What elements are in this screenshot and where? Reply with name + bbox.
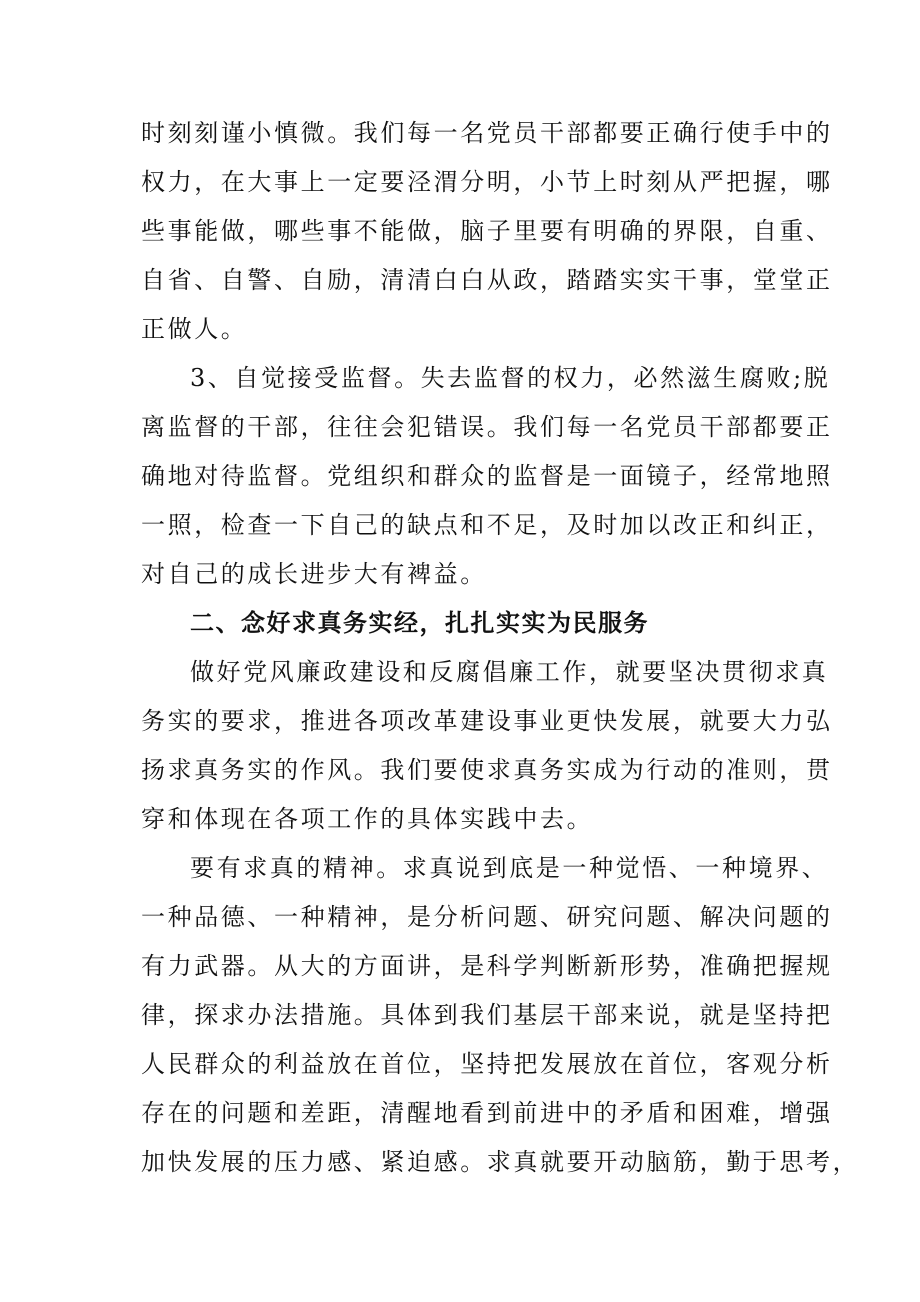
paragraph-line: 些事能做，哪些事不能做，脑子里要有明确的界限，自重、 (141, 217, 833, 245)
paragraph-line: 人民群众的利益放在首位，坚持把发展放在首位，客观分析 (141, 1050, 833, 1078)
section-heading: 二、念好求真务实经，扎扎实实为民服务 (190, 609, 649, 637)
paragraph-line: 要有求真的精神。求真说到底是一种觉悟、一种境界、 (190, 854, 829, 882)
paragraph-line: 存在的问题和差距，清醒地看到前进中的矛盾和困难，增强 (141, 1099, 833, 1127)
paragraph-line: 对自己的成长进步大有裨益。 (141, 560, 487, 588)
paragraph-line: 做好党风廉政建设和反腐倡廉工作，就要坚决贯彻求真 (190, 658, 829, 686)
paragraph-line: 自省、自警、自励，清清白白从政，踏踏实实干事，堂堂正 (141, 266, 833, 294)
paragraph-line: 3、自觉接受监督。失去监督的权力，必然滋生腐败;脱 (190, 364, 831, 392)
paragraph-line: 一照，检查一下自己的缺点和不足，及时加以改正和纠正， (141, 511, 833, 539)
paragraph-line: 正做人。 (141, 315, 248, 343)
paragraph-line: 权力，在大事上一定要泾渭分明，小节上时刻从严把握，哪 (141, 168, 833, 196)
paragraph-line: 一种品德、一种精神，是分析问题、研究问题、解决问题的 (141, 903, 833, 931)
paragraph-line: 离监督的干部，往往会犯错误。我们每一名党员干部都要正 (141, 413, 833, 441)
paragraph-line: 加快发展的压力感、紧迫感。求真就要开动脑筋，勤于思考， (141, 1148, 860, 1176)
paragraph-line: 时刻刻谨小慎微。我们每一名党员干部都要正确行使手中的 (141, 119, 833, 147)
paragraph-line: 确地对待监督。党组织和群众的监督是一面镜子，经常地照 (141, 462, 833, 490)
paragraph-line: 扬求真务实的作风。我们要使求真务实成为行动的准则，贯 (141, 756, 833, 784)
paragraph-line: 穿和体现在各项工作的具体实践中去。 (141, 805, 594, 833)
paragraph-line: 务实的要求，推进各项改革建设事业更快发展，就要大力弘 (141, 707, 833, 735)
paragraph-line: 律，探求办法措施。具体到我们基层干部来说，就是坚持把 (141, 1001, 833, 1029)
paragraph-line: 有力武器。从大的方面讲，是科学判断新形势，准确把握规 (141, 952, 833, 980)
